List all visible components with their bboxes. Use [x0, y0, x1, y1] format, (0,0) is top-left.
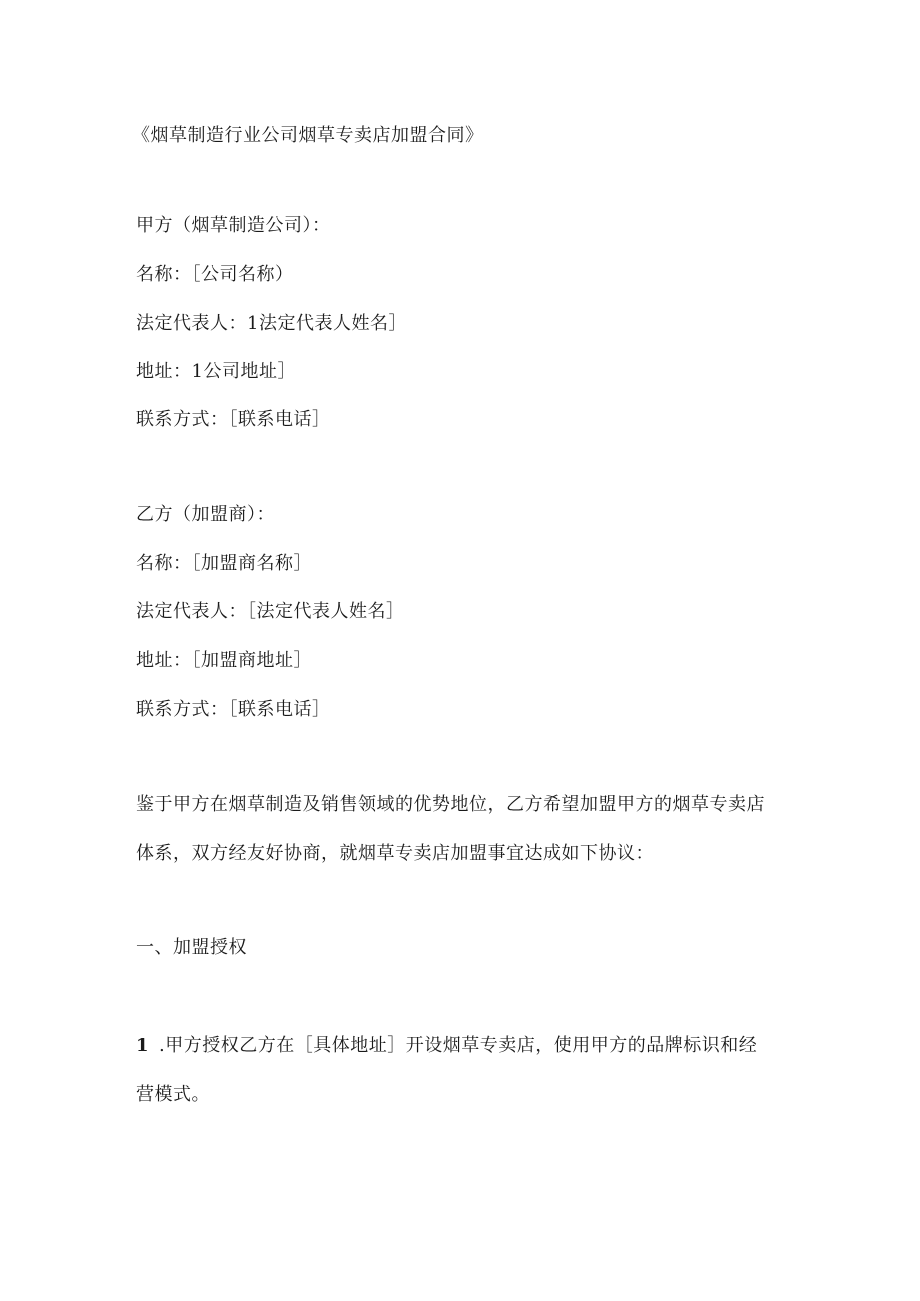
party-b-name: 名称：［加盟商名称］ [136, 553, 312, 574]
party-b-legal-rep: 法定代表人：［法定代表人姓名］ [136, 601, 405, 622]
preamble-line-2: 体系，双方经友好协商，就烟草专卖店加盟事宜达成如下协议： [136, 843, 654, 864]
clause-1-text: .甲方授权乙方在［具体地址］开设烟草专卖店，使用甲方的品牌标识和经 [159, 1035, 758, 1056]
party-a-heading: 甲方（烟草制造公司）： [136, 215, 331, 236]
party-a-legal-rep: 法定代表人：1法定代表人姓名］ [136, 313, 407, 334]
clause-1-number: 1 [136, 1035, 150, 1056]
contract-title: 《烟草制造行业公司烟草专卖店加盟合同》 [132, 125, 484, 146]
section-1-heading: 一、加盟授权 [136, 937, 247, 958]
clause-1-line-2: 营模式。 [136, 1084, 210, 1105]
party-a-name: 名称：［公司名称） [136, 264, 294, 285]
clause-1-line-1 [136, 1033, 757, 1059]
party-b-contact: 联系方式：［联系电话］ [136, 699, 331, 720]
party-b-heading: 乙方（加盟商）： [136, 504, 275, 525]
party-a-address: 地址：1公司地址］ [136, 361, 296, 382]
party-a-contact: 联系方式：［联系电话］ [136, 409, 331, 430]
preamble-line-1: 鉴于甲方在烟草制造及销售领域的优势地位，乙方希望加盟甲方的烟草专卖店 [136, 794, 765, 815]
party-b-address: 地址：［加盟商地址］ [136, 650, 312, 671]
